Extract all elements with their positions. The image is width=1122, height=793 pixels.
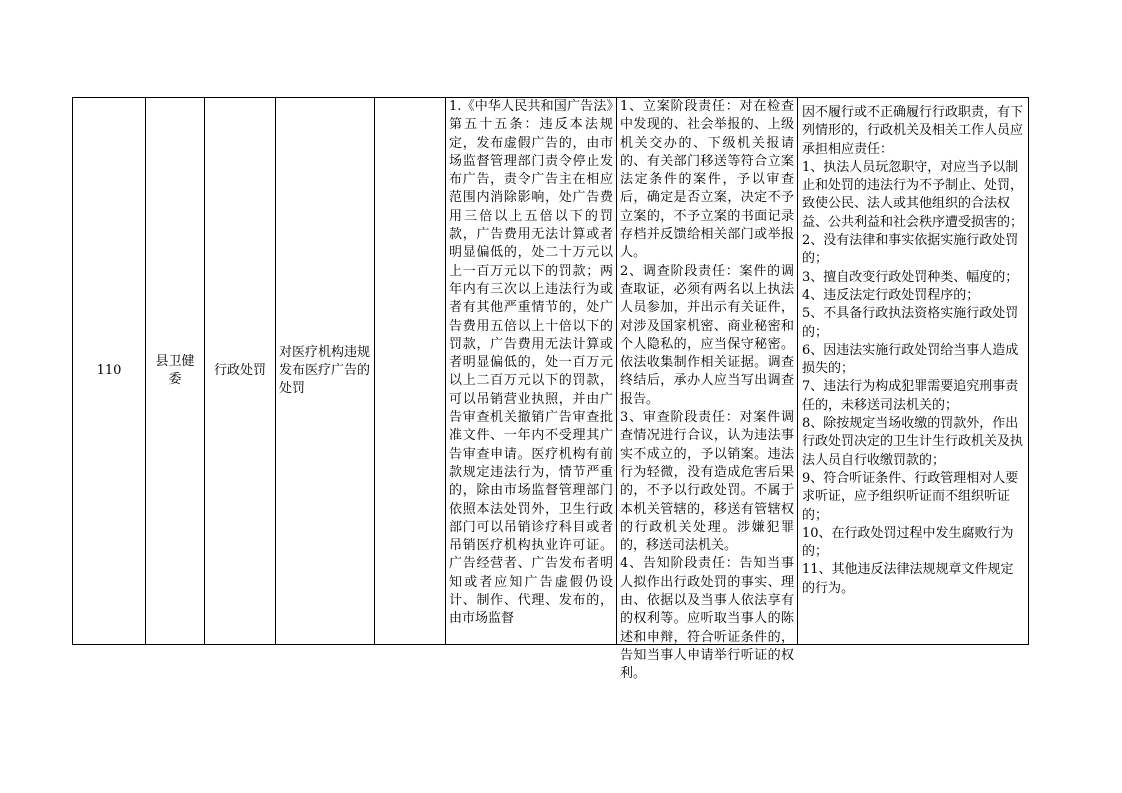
department-line-2: 委 — [168, 372, 182, 387]
accountability-paragraph: 10、在行政处罚过程中发生腐败行为的； — [802, 525, 1014, 560]
accountability-paragraph: 3、擅自改变行政处罚种类、幅度的； — [802, 269, 1019, 285]
responsibility-paragraph: 2、调查阶段责任：案件的调查取证，必须有两名以上执法人员参加，并出示有关证件，对涉及国家机密、商业秘密和个人隐私的，应当保守秘密。依法收集制作相关证据。调查终结后，承办人应当写出调查报告。 — [620, 263, 794, 407]
blank-cell — [375, 98, 446, 645]
responsibilities-content — [617, 98, 797, 682]
accountability-paragraph: 1、执法人员玩忽职守，对应当予以制止和处罚的违法行为不予制止、处罚，致使公民、法人或其他组织的合法权益、公共利益和社会秩序遭受损害的； — [802, 159, 1024, 230]
department-cell — [146, 98, 205, 645]
responsibility-table — [72, 97, 1029, 682]
item-name-text: 对医疗机构违规发布医疗广告的处罚 — [279, 345, 371, 396]
accountability-paragraph: 2、没有法律和事实依据实施行政处罚的； — [802, 233, 1019, 267]
responsibility-paragraph: 1、立案阶段责任：对在检查中发现的、社会举报的、上级机关交办的、下级机关报请的、有关部门移送等符合立案法定条件的案件，予以审查后，确定是否立案，决定不予立案的，不予立案的书面记录存档并反馈给相关部门或举报人。 — [620, 99, 794, 261]
accountability-paragraph: 8、除按规定当场收缴的罚款外，作出行政处罚决定的卫生计生行政机关及执法人员自行收缴罚款的； — [802, 416, 1024, 468]
accountability-paragraph: 4、违反法定行政处罚程序的； — [802, 287, 980, 303]
responsibilities-cell — [617, 98, 798, 682]
legal-basis-cell — [446, 98, 617, 645]
accountability-paragraph: 5、不具备行政执法资格实施行政处罚的； — [802, 306, 1019, 340]
responsibility-paragraph: 4、告知阶段责任：告知当事人拟作出行政处罚的事实、理由、依据以及当事人依法享有的权利等。应听取当事人的陈述和申辩，符合听证条件的，告知当事人申请举行听证的权利。 — [620, 556, 794, 682]
accountability-paragraph: 11、其他违反法律法规规章文件规定的行为。 — [802, 562, 1014, 596]
item-number-text: 110 — [96, 363, 122, 378]
accountability-paragraph: 因不履行或不正确履行行政职责，有下列情形的，行政机关及相关工作人员应承担相应责任： — [802, 105, 1024, 157]
legal-basis-paragraph: 1.《中华人民共和国广告法》第五十五条：违反本法规定，发布虚假广告的，由市场监督管理部门责令停止发布广告，责令广告主在相应范围内消除影响，处广告费用三倍以上五倍以下的罚款，广告费用无法计算或者明显偏低的，处二十万元以上一百万元以下的罚款；两年内有三次以上违法行为或者有其他严重情节的，处广告费用五倍以上十倍以下的罚款，广告费用无法计算或者明显偏低的，处一百万元以上二百万元以下的罚款，可以吊销营业执照，并由广告审查机关撤销广告审查批准文件、一年内不受理其广告审查申请。医疗机构有前款规定违法行为，情节严重的，除由市场监督管理部门依照本法处罚外，卫生行政部门可以吊销诊疗科目或者吊销医疗机构执业许可证。广告经营者、广告发布者明知或者应知广告虚假仍设计、制作、代理、发布的，由市场监督 — [449, 99, 613, 627]
accountability-paragraph: 6、因违法实施行政处罚给当事人造成损失的； — [802, 342, 1019, 377]
item-name-cell — [276, 98, 375, 645]
legal-basis-content — [446, 98, 616, 638]
category-text: 行政处罚 — [213, 363, 266, 378]
accountability-cell — [798, 98, 1029, 645]
item-number — [73, 98, 146, 645]
department-line-1: 县卫健 — [155, 354, 195, 369]
accountability-content — [798, 98, 1028, 638]
table-row — [73, 98, 1029, 645]
responsibility-paragraph: 3、审查阶段责任：对案件调查情况进行合议，认为违法事实不成立的，予以销案。违法行为轻微，没有造成危害后果的，不予以行政处罚。不属于本机关管辖的，移送有管辖权的行政机关处理。涉嫌犯罪的，移送司法机关。 — [620, 410, 794, 554]
accountability-paragraph: 9、符合听证条件、行政管理相对人要求听证，应予组织听证而不组织听证的； — [802, 470, 1019, 523]
category-cell — [205, 98, 276, 645]
accountability-paragraph: 7、违法行为构成犯罪需要追究刑事责任的，未移送司法机关的； — [802, 379, 1019, 413]
